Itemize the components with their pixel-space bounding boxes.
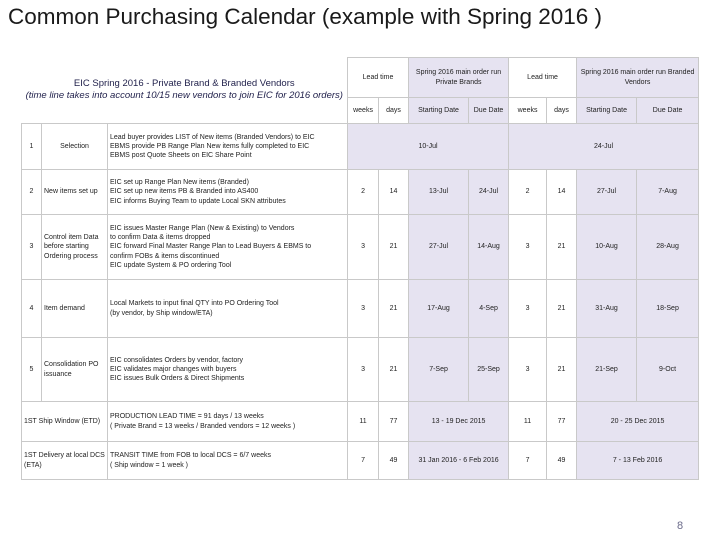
purchasing-calendar-table (21, 57, 699, 480)
br-days: 49 (547, 442, 577, 480)
step-name: Consolidation PO issuance (42, 338, 108, 402)
br-weeks: 3 (509, 215, 547, 280)
table-row (22, 215, 699, 280)
pb-due: 4-Sep (469, 280, 509, 338)
pb-start: 7-Sep (409, 338, 469, 402)
delivery-description: TRANSIT TIME from FOB to local DCS = 6/7 weeks ( Ship window = 1 week ) (108, 442, 348, 480)
step-name: Selection (42, 124, 108, 170)
br-lead-time-header: Lead time (509, 58, 577, 98)
br-merged-date: 24-Jul (509, 124, 699, 170)
table-row (22, 402, 699, 442)
br-weeks: 11 (509, 402, 547, 442)
step-number: 3 (22, 215, 42, 280)
br-start: 27-Jul (577, 170, 637, 215)
pb-lead-time-header: Lead time (348, 58, 409, 98)
pb-due: 24-Jul (469, 170, 509, 215)
br-due: 7-Aug (637, 170, 699, 215)
page-number: 8 (677, 520, 684, 532)
br-delivery-range: 7 - 13 Feb 2016 (577, 442, 699, 480)
step-name: Item demand (42, 280, 108, 338)
table-row (22, 338, 699, 402)
br-start: 10-Aug (577, 215, 637, 280)
pb-days: 21 (379, 215, 409, 280)
step-description: EIC issues Master Range Plan (New & Existing) to Vendors to confirm Data & items dropped EIC forward Final Master Range Plan to Lead Buyers & EBMS to confirm FOBs & items discontinued EIC update System & PO ordering Tool (108, 215, 348, 280)
header-main-cell (22, 58, 348, 124)
pb-weeks: 3 (348, 215, 379, 280)
pb-weeks-header: weeks (348, 98, 379, 124)
step-number: 2 (22, 170, 42, 215)
pb-days: 14 (379, 170, 409, 215)
step-description: EIC consolidates Orders by vendor, factory EIC validates major changes with buyers EIC issues Bulk Orders & Direct Shipments (108, 338, 348, 402)
br-days: 21 (547, 215, 577, 280)
br-days: 21 (547, 280, 577, 338)
ship-window-label: 1ST Ship Window (ETD) (22, 402, 108, 442)
br-weeks-header: weeks (509, 98, 547, 124)
pb-delivery-range: 31 Jan 2016 - 6 Feb 2016 (409, 442, 509, 480)
step-description: EIC set up Range Plan New items (Branded) EIC set up new items PB & Branded into AS400 EIC informs Buying Team to update Local SKN attributes (108, 170, 348, 215)
table-row (22, 124, 699, 170)
br-days-header: days (547, 98, 577, 124)
pb-start: 17-Aug (409, 280, 469, 338)
ship-window-description: PRODUCTION LEAD TIME = 91 days / 13 weeks ( Private Brand = 13 weeks / Branded vendors = 12 weeks ) (108, 402, 348, 442)
step-number: 1 (22, 124, 42, 170)
br-days: 77 (547, 402, 577, 442)
br-weeks: 7 (509, 442, 547, 480)
pb-merged-date: 10-Jul (348, 124, 509, 170)
pb-days: 21 (379, 280, 409, 338)
pb-days: 49 (379, 442, 409, 480)
br-days: 14 (547, 170, 577, 215)
pb-weeks: 11 (348, 402, 379, 442)
table-row (22, 170, 699, 215)
pb-days-header: days (379, 98, 409, 124)
pb-weeks: 3 (348, 338, 379, 402)
pb-days: 77 (379, 402, 409, 442)
page-title: Common Purchasing Calendar (example with Spring 2016 ) (8, 4, 603, 29)
pb-start: 13-Jul (409, 170, 469, 215)
pb-days: 21 (379, 338, 409, 402)
step-number: 5 (22, 338, 42, 402)
pb-due-date-header: Due Date (469, 98, 509, 124)
step-name: New items set up (42, 170, 108, 215)
pb-order-run-header: Spring 2016 main order run Private Brands (409, 58, 509, 98)
pb-weeks: 3 (348, 280, 379, 338)
br-starting-date-header: Starting Date (577, 98, 637, 124)
step-description: Lead buyer provides LIST of New items (Branded Vendors) to EIC EBMS provide PB Range Plan New items fully completed to EIC EBMS post Quote Sheets on EIC Share Point (108, 124, 348, 170)
pb-due: 25-Sep (469, 338, 509, 402)
br-start: 21-Sep (577, 338, 637, 402)
pb-ship-range: 13 - 19 Dec 2015 (409, 402, 509, 442)
pb-weeks: 7 (348, 442, 379, 480)
pb-start: 27-Jul (409, 215, 469, 280)
br-due: 28-Aug (637, 215, 699, 280)
br-weeks: 3 (509, 338, 547, 402)
delivery-label: 1ST Delivery at local DCS (ETA) (22, 442, 108, 480)
table-row (22, 442, 699, 480)
step-description: Local Markets to input final QTY into PO Ordering Tool (by vendor, by Ship window/ETA) (108, 280, 348, 338)
br-order-run-header: Spring 2016 main order run Branded Vendors (577, 58, 699, 98)
br-start: 31-Aug (577, 280, 637, 338)
br-weeks: 3 (509, 280, 547, 338)
br-weeks: 2 (509, 170, 547, 215)
table-row (22, 280, 699, 338)
header-main-title: EIC Spring 2016 - Private Brand & Branded Vendors (73, 77, 295, 89)
br-due: 18-Sep (637, 280, 699, 338)
pb-due: 14-Aug (469, 215, 509, 280)
br-due-date-header: Due Date (637, 98, 699, 124)
step-number: 4 (22, 280, 42, 338)
header-main-subtitle: (time line takes into account 10/15 new vendors to join EIC for 2016 orders) (25, 90, 343, 102)
pb-weeks: 2 (348, 170, 379, 215)
br-due: 9-Oct (637, 338, 699, 402)
br-days: 21 (547, 338, 577, 402)
pb-starting-date-header: Starting Date (409, 98, 469, 124)
br-ship-range: 20 - 25 Dec 2015 (577, 402, 699, 442)
step-name: Control item Data before starting Ordering process (42, 215, 108, 280)
